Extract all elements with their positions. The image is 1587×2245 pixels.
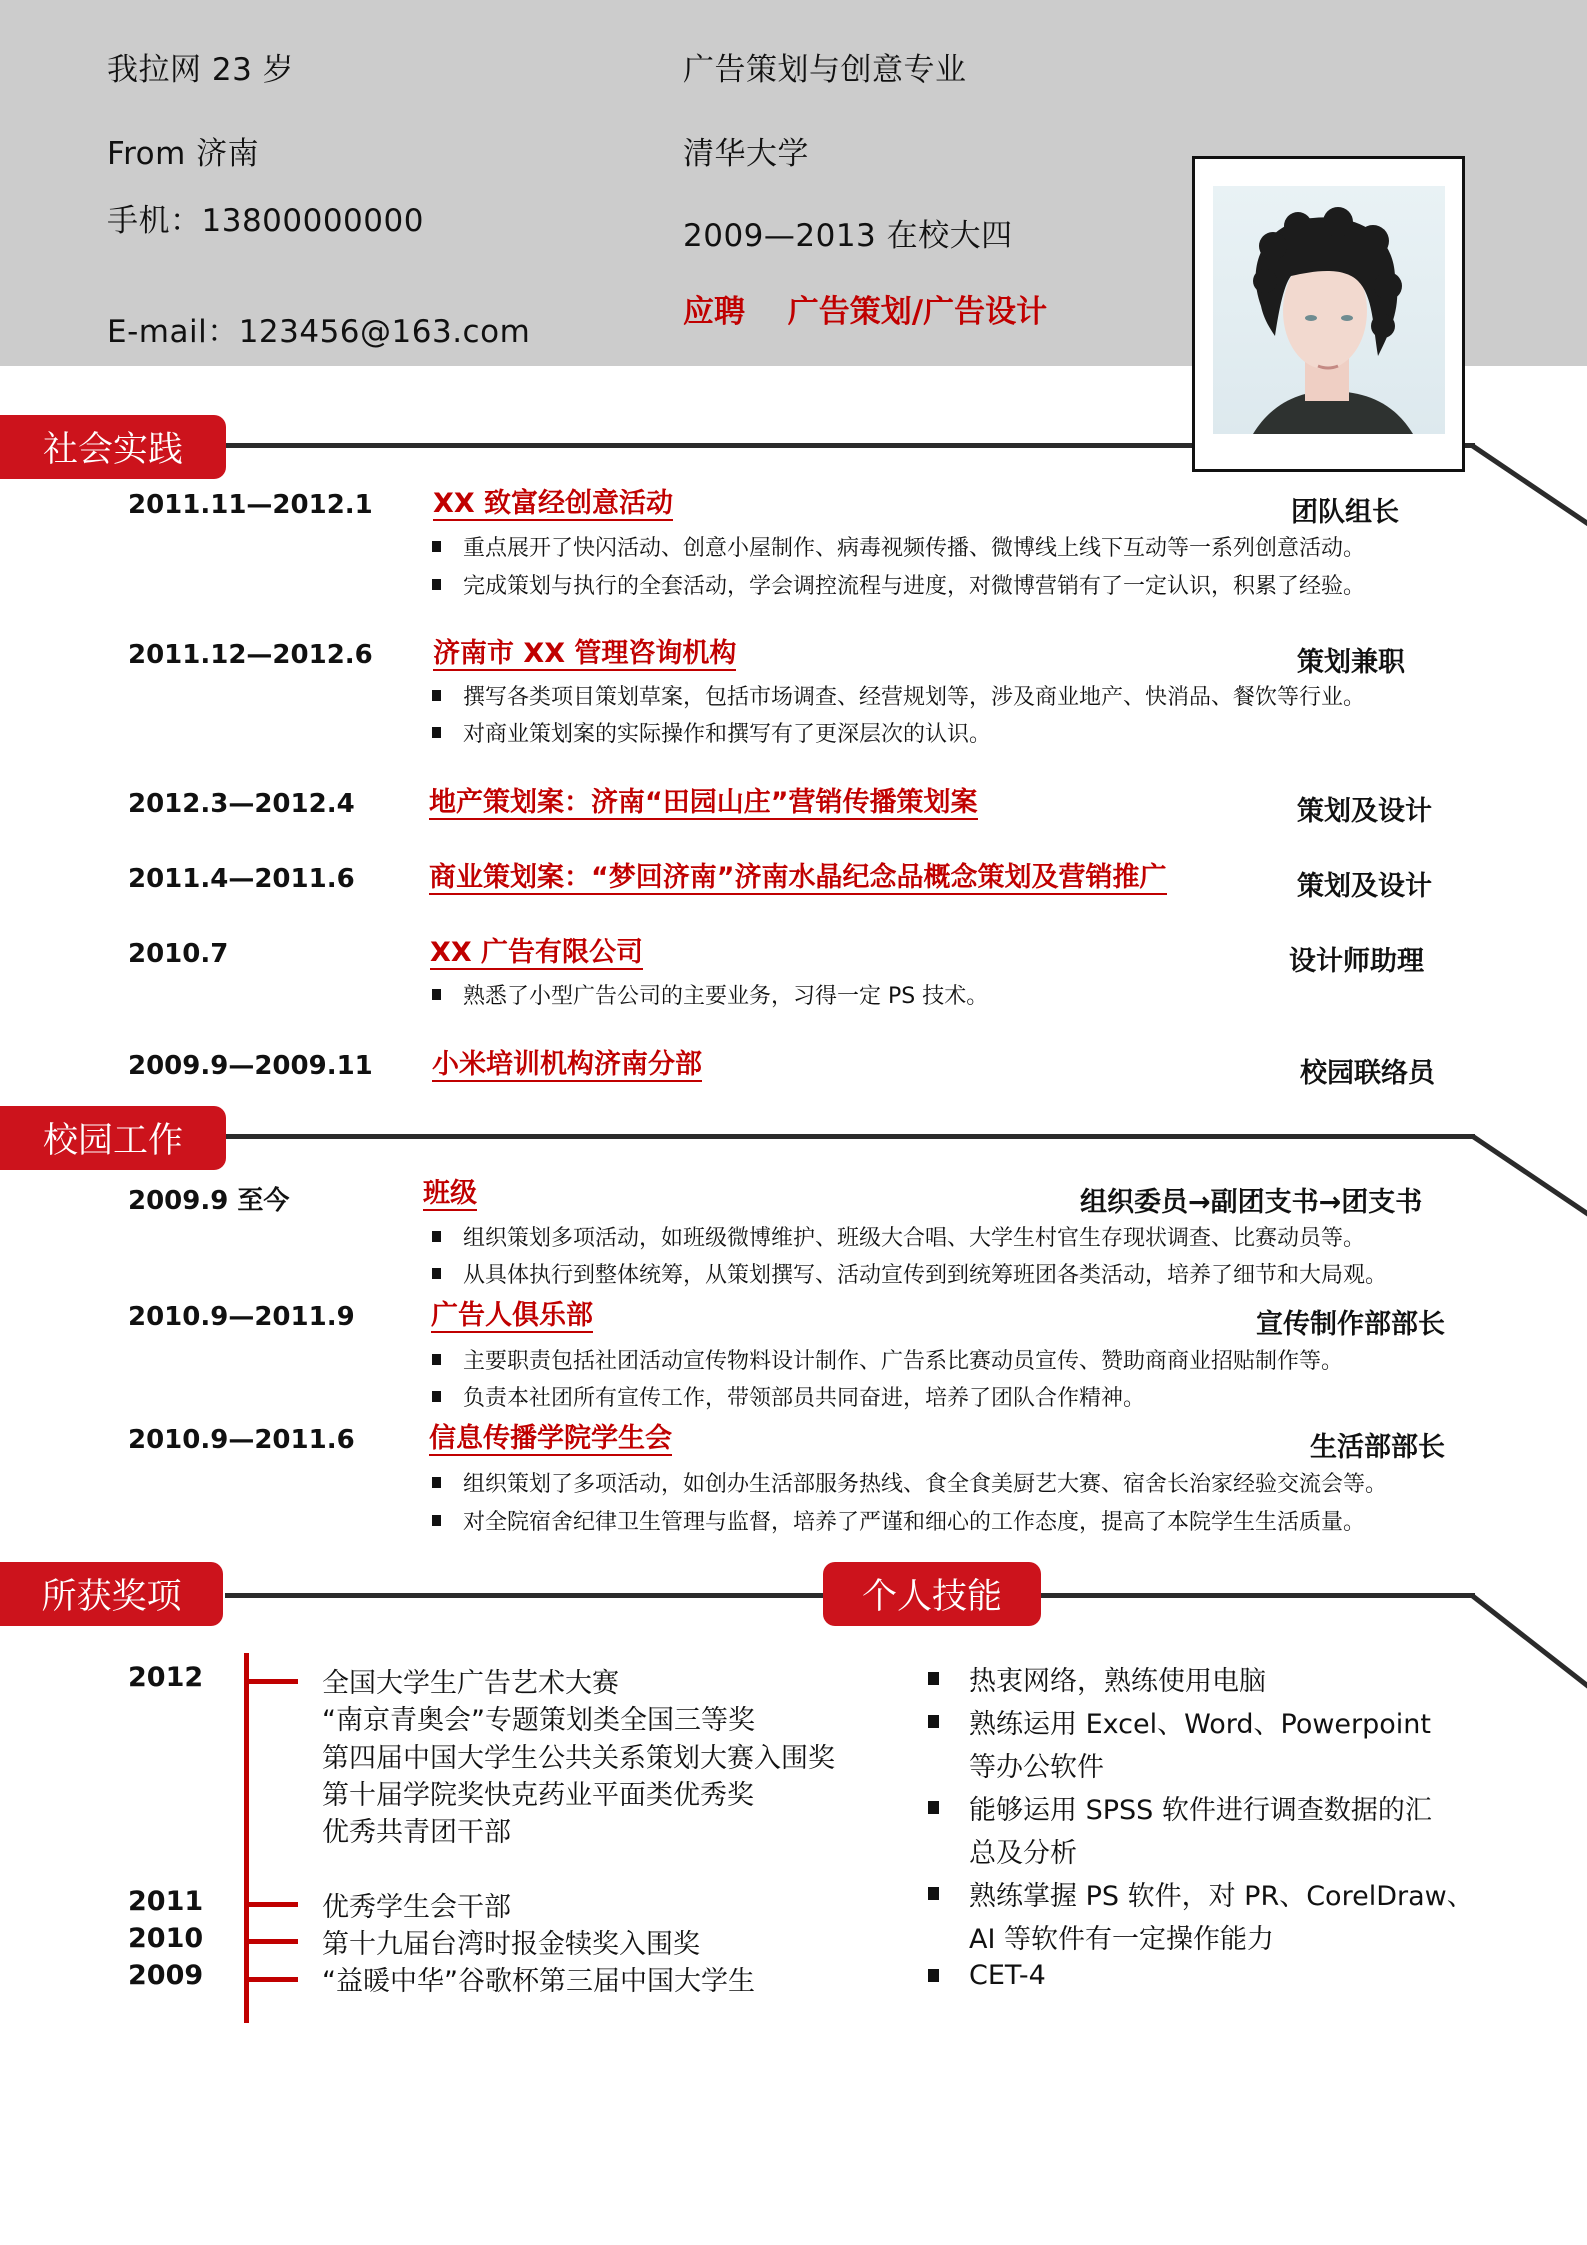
bullet-square-icon: [928, 1715, 939, 1728]
campus-1-role: 宣传制作部部长: [1256, 1309, 1445, 1340]
social-1-bullet-1: 对商业策划案的实际操作和撰写有了更深层次的认识。: [430, 717, 991, 748]
bullet-square-icon: [432, 1515, 441, 1526]
apply-label: 应聘: [683, 294, 745, 330]
bullet-square-icon: [432, 1231, 441, 1242]
phone: 手机：13800000000: [107, 203, 424, 239]
bullet-square-icon: [432, 727, 441, 738]
campus-2-bullet-0: 组织策划了多项活动，如创办生活部服务热线、食全食美厨艺大赛、宿舍长治家经验交流会等。: [430, 1467, 1387, 1498]
study-years: 2009—2013 在校大四: [683, 218, 1013, 254]
awards-timeline-tick: [244, 1679, 298, 1684]
bullet-square-icon: [432, 541, 441, 552]
social-0-role: 团队组长: [1291, 497, 1399, 528]
award-item: “南京青奥会”专题策划类全国三等奖: [322, 1705, 755, 1736]
social-5-date: 2009.9—2009.11: [128, 1051, 373, 1081]
social-2-date: 2012.3—2012.4: [128, 789, 355, 819]
skill-item-2: 能够运用 SPSS 软件进行调查数据的汇: [928, 1788, 1432, 1827]
skill-item-0: 热衷网络，熟练使用电脑: [928, 1659, 1266, 1698]
bullet-square-icon: [928, 1801, 939, 1814]
bullet-square-icon: [432, 1354, 441, 1365]
award-item: 第四届中国大学生公共关系策划大赛入围奖: [322, 1743, 835, 1774]
bullet-square-icon: [432, 1268, 441, 1279]
campus-2-org: 信息传播学院学生会: [429, 1423, 672, 1456]
award-item: 第十九届台湾时报金犊奖入围奖: [322, 1929, 700, 1960]
bullet-square-icon: [432, 1477, 441, 1488]
campus-2-role: 生活部部长: [1310, 1432, 1445, 1463]
awards-timeline-line: [244, 1653, 249, 2023]
campus-0-date: 2009.9 至今: [128, 1186, 290, 1216]
campus-divider: [225, 1134, 1475, 1139]
skill-item-3-cont: AI 等软件有一定操作能力: [969, 1924, 1275, 1955]
award-item: “益暖中华”谷歌杯第三届中国大学生: [322, 1966, 755, 1997]
social-3-role: 策划及设计: [1297, 871, 1432, 902]
bullet-square-icon: [432, 690, 441, 701]
social-divider-diagonal: [1471, 443, 1587, 531]
social-2-org: 地产策划案：济南“田园山庄”营销传播策划案: [429, 787, 978, 820]
campus-0-role: 组织委员→副团支书→团支书: [1080, 1187, 1423, 1218]
name-age: 我拉网 23 岁: [107, 52, 295, 88]
bullet-square-icon: [928, 1887, 939, 1900]
profile-photo-frame: [1192, 156, 1465, 472]
social-4-org: XX 广告有限公司: [430, 937, 643, 970]
skill-item-3: 熟练掌握 PS 软件，对 PR、CorelDraw、: [928, 1874, 1474, 1913]
social-0-date: 2011.11—2012.1: [128, 490, 373, 520]
bullet-square-icon: [432, 579, 441, 590]
bullet-square-icon: [928, 1672, 939, 1685]
skill-item-4: CET-4: [928, 1960, 1046, 1991]
campus-2-date: 2010.9—2011.6: [128, 1425, 355, 1455]
awards-timeline-tick: [244, 1939, 298, 1944]
section-title-skills: 个人技能: [823, 1562, 1041, 1626]
award-year-2009: 2009: [128, 1960, 204, 1991]
campus-0-org: 班级: [423, 1178, 477, 1211]
social-4-role: 设计师助理: [1289, 946, 1424, 977]
campus-0-bullet-1: 从具体执行到整体统筹，从策划撰写、活动宣传到到统筹班团各类活动，培养了细节和大局观。: [430, 1258, 1387, 1289]
social-4-date: 2010.7: [128, 939, 229, 969]
school: 清华大学: [683, 136, 809, 172]
bullet-square-icon: [432, 1391, 441, 1402]
major: 广告策划与创意专业: [683, 52, 967, 88]
award-item: 第十届学院奖快克药业平面类优秀奖: [322, 1780, 754, 1811]
award-item: 全国大学生广告艺术大赛: [322, 1668, 619, 1699]
social-3-date: 2011.4—2011.6: [128, 864, 355, 894]
social-5-role: 校园联络员: [1300, 1058, 1435, 1089]
award-item: 优秀共青团干部: [322, 1817, 511, 1848]
email: E-mail：123456@163.com: [107, 314, 531, 350]
awards-skills-divider-diagonal: [1470, 1594, 1587, 1690]
social-0-bullet-1: 完成策划与执行的全套活动，学会调控流程与进度，对微博营销有了一定认识，积累了经验。: [430, 569, 1365, 600]
awards-timeline-tick: [244, 1977, 298, 1982]
social-3-org: 商业策划案：“梦回济南”济南水晶纪念品概念策划及营销推广: [429, 862, 1167, 895]
bullet-square-icon: [928, 1969, 939, 1982]
section-title-campus: 校园工作: [0, 1106, 226, 1170]
awards-timeline-tick: [244, 1902, 298, 1907]
section-title-social: 社会实践: [0, 415, 226, 479]
skill-item-1-cont: 等办公软件: [969, 1752, 1104, 1783]
campus-1-org: 广告人俱乐部: [431, 1300, 593, 1333]
bullet-square-icon: [432, 989, 441, 1000]
campus-2-bullet-1: 对全院宿舍纪律卫生管理与监督，培养了严谨和细心的工作态度，提高了本院学生生活质量。: [430, 1505, 1365, 1536]
skill-item-1: 熟练运用 Excel、Word、Powerpoint: [928, 1702, 1431, 1741]
social-5-org: 小米培训机构济南分部: [432, 1049, 702, 1082]
campus-divider-diagonal: [1472, 1134, 1587, 1222]
campus-0-bullet-0: 组织策划多项活动，如班级微博维护、班级大合唱、大学生村官生存现状调查、比赛动员等。: [430, 1221, 1365, 1252]
skill-item-2-cont: 总及分析: [969, 1838, 1077, 1869]
award-year-2012: 2012: [128, 1662, 204, 1693]
award-year-2010: 2010: [128, 1923, 204, 1954]
award-item: 优秀学生会干部: [322, 1892, 511, 1923]
social-1-bullet-0: 撰写各类项目策划草案，包括市场调查、经营规划等，涉及商业地产、快消品、餐饮等行业。: [430, 680, 1365, 711]
social-4-bullet-0: 熟悉了小型广告公司的主要业务，习得一定 PS 技术。: [430, 979, 988, 1010]
profile-photo: [1213, 186, 1445, 434]
social-0-bullet-0: 重点展开了快闪活动、创意小屋制作、病毒视频传播、微博线上线下互动等一系列创意活动。: [430, 531, 1365, 562]
social-2-role: 策划及设计: [1297, 796, 1432, 827]
campus-1-date: 2010.9—2011.9: [128, 1302, 355, 1332]
social-1-org: 济南市 XX 管理咨询机构: [433, 638, 736, 671]
hometown: From 济南: [107, 136, 260, 172]
campus-1-bullet-1: 负责本社团所有宣传工作，带领部员共同奋进，培养了团队合作精神。: [430, 1381, 1145, 1412]
social-1-date: 2011.12—2012.6: [128, 640, 373, 670]
social-1-role: 策划兼职: [1297, 647, 1405, 678]
section-title-awards: 所获奖项: [0, 1562, 223, 1626]
award-year-2011: 2011: [128, 1886, 204, 1917]
social-0-org: XX 致富经创意活动: [433, 488, 673, 521]
apply-position-value: 广告策划/广告设计: [787, 294, 1048, 330]
apply-position: [683, 286, 1047, 331]
campus-1-bullet-0: 主要职责包括社团活动宣传物料设计制作、广告系比赛动员宣传、赞助商商业招贴制作等。: [430, 1344, 1343, 1375]
